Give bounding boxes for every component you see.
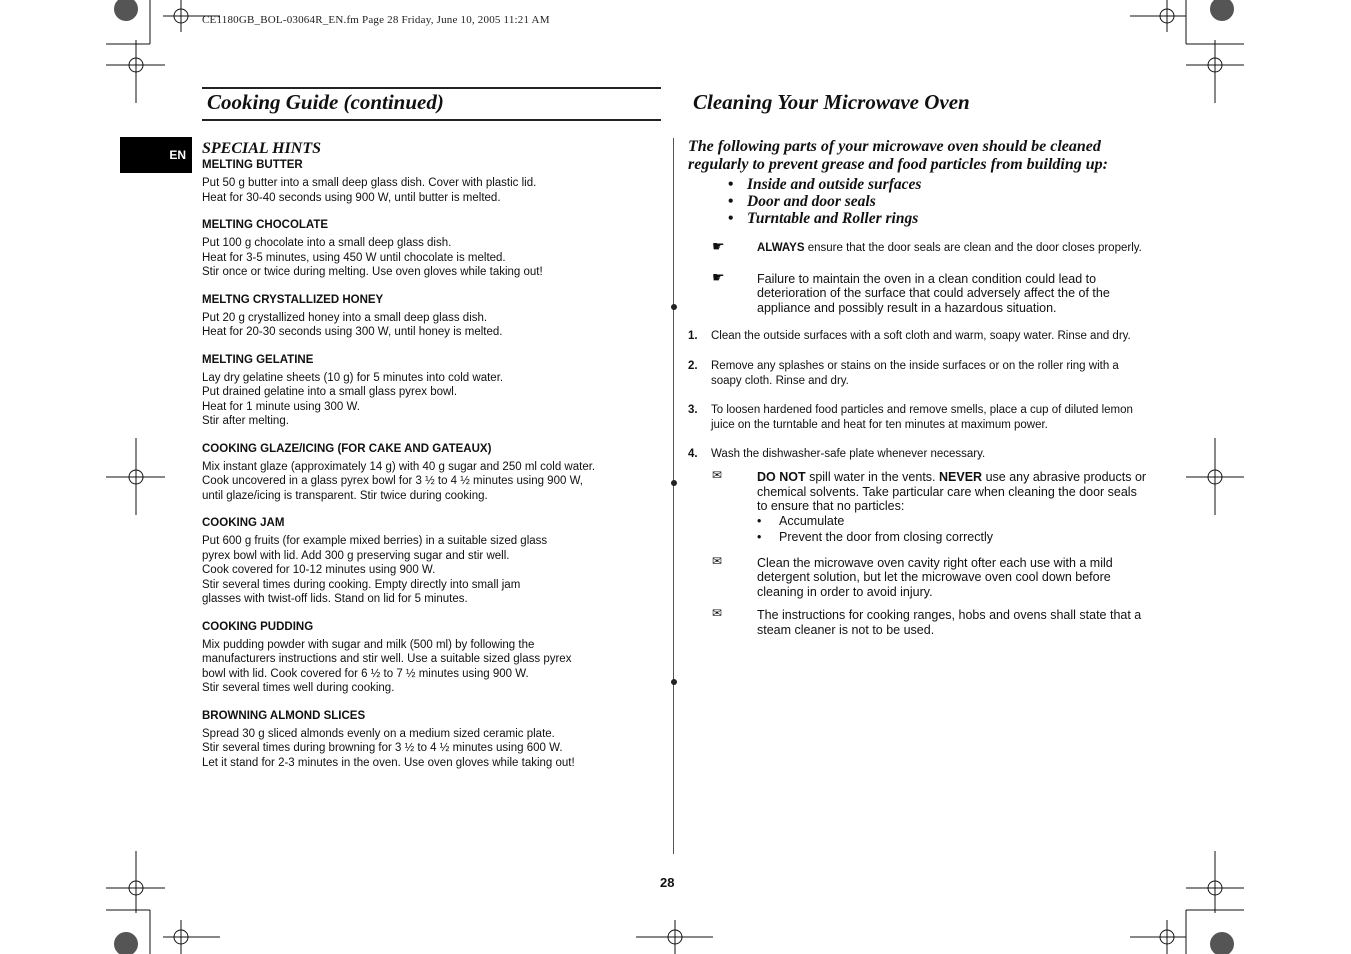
warning-sublist xyxy=(757,514,1148,545)
hint-heading: MELTNG CRYSTALLIZED HONEY xyxy=(202,293,384,306)
never-text: use any abrasive products or chemical solvents. Take particular care when cleaning the door seals to ensure that no particles: xyxy=(757,470,1147,513)
hint-heading: COOKING GLAZE/ICING (FOR CAKE AND GATEAUX) xyxy=(202,442,492,455)
note-always xyxy=(688,238,1148,256)
parts-list-item: • Turntable and Roller rings xyxy=(728,210,1148,227)
note-do-not xyxy=(688,470,1148,545)
column-divider xyxy=(673,138,674,854)
cleaning-intro: The following parts of your microwave oven should be cleaned regularly to prevent grease and food particles from building up: xyxy=(688,138,1108,173)
hint-item xyxy=(202,218,642,280)
step-text: Wash the dishwasher-safe plate whenever necessary. xyxy=(711,448,986,460)
hint-text: Put 50 g butter into a small deep glass dish. Cover with plastic lid. Heat for 30-40 seconds using 900 W, until butter is melted. xyxy=(202,177,537,204)
hint-item xyxy=(202,516,642,607)
hint-item xyxy=(202,353,642,429)
parts-list xyxy=(728,176,1148,227)
note-failure xyxy=(688,268,1148,316)
hint-item xyxy=(202,158,642,205)
hint-text: Lay dry gelatine sheets (10 g) for 5 minutes into cold water. Put drained gelatine into a small glass pyrex bowl. Heat for 1 minute using 300 W. Stir after melting. xyxy=(202,371,504,427)
language-tab: EN xyxy=(120,137,192,173)
divider-dot xyxy=(671,679,677,685)
hint-text: Spread 30 g sliced almonds evenly on a medium sized ceramic plate. Stir several times during browning for 3 ½ to 4 ½ minutes using 600 W. Let it stand for 2-3 minutes in the oven. Use oven gloves while taking out! xyxy=(202,727,575,769)
note-failure-text: Failure to maintain the oven in a clean condition could lead to deterioration of the surface that could adversely affect the of the appliance and possibly result in a hazardous situation. xyxy=(757,271,1110,315)
step-item xyxy=(688,447,1148,462)
page-number: 28 xyxy=(660,875,675,890)
hint-heading: MELTING CHOCOLATE xyxy=(202,219,329,231)
warning-sublist-item: • Prevent the door from closing correctly xyxy=(757,530,1148,545)
hint-text: Put 20 g crystallized honey into a small deep glass dish. Heat for 20-30 seconds using 300 W, until honey is melted. xyxy=(202,311,503,338)
hint-item xyxy=(202,620,642,696)
hint-heading: MELTING BUTTER xyxy=(202,159,303,171)
step-number: 1. xyxy=(688,330,698,342)
pointing-hand-icon: ☛ xyxy=(712,268,725,285)
left-title-rule-top xyxy=(202,87,661,89)
file-info-header: CE1180GB_BOL-03064R_EN.fm Page 28 Friday, June 10, 2005 11:21 AM xyxy=(202,14,550,26)
envelope-note-icon: ✉ xyxy=(712,468,723,482)
hint-text: Put 100 g chocolate into a small deep glass dish. Heat for 3-5 minutes, using 450 W until chocolate is melted. Stir once or twice during melting. Use oven gloves while taking out! xyxy=(202,237,543,278)
do-not-bold: DO NOT xyxy=(757,470,806,484)
left-title-rule-bottom xyxy=(202,119,661,121)
hint-heading: BROWNING ALMOND SLICES xyxy=(202,709,366,722)
hint-item xyxy=(202,442,642,504)
note-always-text: ensure that the door seals are clean and the door closes properly. xyxy=(804,242,1142,254)
left-page-title: Cooking Guide (continued) xyxy=(207,90,444,114)
hint-text: Mix pudding powder with sugar and milk (500 ml) by following the manufacturers instructions and stir well. Use a suitable sized glass pyrex bowl with lid. Cook covered for 6 ½ to 7 ½ minutes using 900 W. Stir several times well during cooking. xyxy=(202,638,572,694)
hint-text: Put 600 g fruits (for example mixed berries) in a suitable sized glass pyrex bowl with lid. Add 300 g preserving sugar and stir well. Cook covered for 10-12 minutes using 900 W. Stir several times during cooking. Empty directly into small jam glasses with twist-off lids. Stand on lid for 5 minutes. xyxy=(202,535,548,605)
parts-list-item: • Door and door seals xyxy=(728,193,1148,210)
step-text: To loosen hardened food particles and remove smells, place a cup of diluted lemon juice on the turntable and heat for ten minutes at maximum power. xyxy=(711,404,1133,431)
do-not-text: spill water in the vents. xyxy=(805,470,940,484)
hint-heading: MELTING GELATINE xyxy=(202,353,314,366)
note-clean-cavity-text: Clean the microwave oven cavity right ofter each use with a mild detergent solution, but let the microwave oven cool down before cleaning in order to avoid injury. xyxy=(757,555,1113,599)
step-number: 2. xyxy=(688,360,698,372)
pointing-hand-icon: ☛ xyxy=(712,238,725,254)
divider-dot xyxy=(671,480,677,486)
step-item xyxy=(688,359,1148,389)
step-text: Remove any splashes or stains on the inside surfaces or on the roller ring with a soapy cloth. Rinse and dry. xyxy=(711,360,1119,387)
step-text: Clean the outside surfaces with a soft cloth and warm, soapy water. Rinse and dry. xyxy=(711,330,1131,342)
step-number: 3. xyxy=(688,404,698,416)
cleaning-column xyxy=(688,138,1148,637)
note-clean-cavity xyxy=(688,553,1148,600)
note-always-bold: ALWAYS xyxy=(757,242,805,254)
note-steam-cleaner xyxy=(688,608,1148,637)
hint-item xyxy=(202,709,642,771)
section-title: SPECIAL HINTS xyxy=(202,140,321,157)
step-item xyxy=(688,329,1148,344)
special-hints-column xyxy=(202,140,642,783)
parts-list-item: • Inside and outside surfaces xyxy=(728,176,1148,193)
envelope-note-icon: ✉ xyxy=(712,553,723,568)
divider-dot xyxy=(671,304,677,310)
hint-text: Mix instant glaze (approximately 14 g) with 40 g sugar and 250 ml cold water. Cook uncovered in a glass pyrex bowl for 3 ½ to 4 ½ minutes using 900 W, until glaze/icing is transparent. Stir twice during cooking. xyxy=(202,460,596,502)
step-number: 4. xyxy=(688,448,698,460)
right-page-title: Cleaning Your Microwave Oven xyxy=(693,90,970,114)
note-steam-cleaner-text: The instructions for cooking ranges, hobs and ovens shall state that a steam cleaner is not to be used. xyxy=(757,608,1142,637)
envelope-note-icon: ✉ xyxy=(712,606,723,620)
hint-heading: COOKING JAM xyxy=(202,517,285,529)
warning-sublist-item: • Accumulate xyxy=(757,514,1148,529)
step-item xyxy=(688,403,1148,433)
never-bold: NEVER xyxy=(939,470,983,484)
hint-heading: COOKING PUDDING xyxy=(202,620,314,633)
hint-item xyxy=(202,293,642,340)
